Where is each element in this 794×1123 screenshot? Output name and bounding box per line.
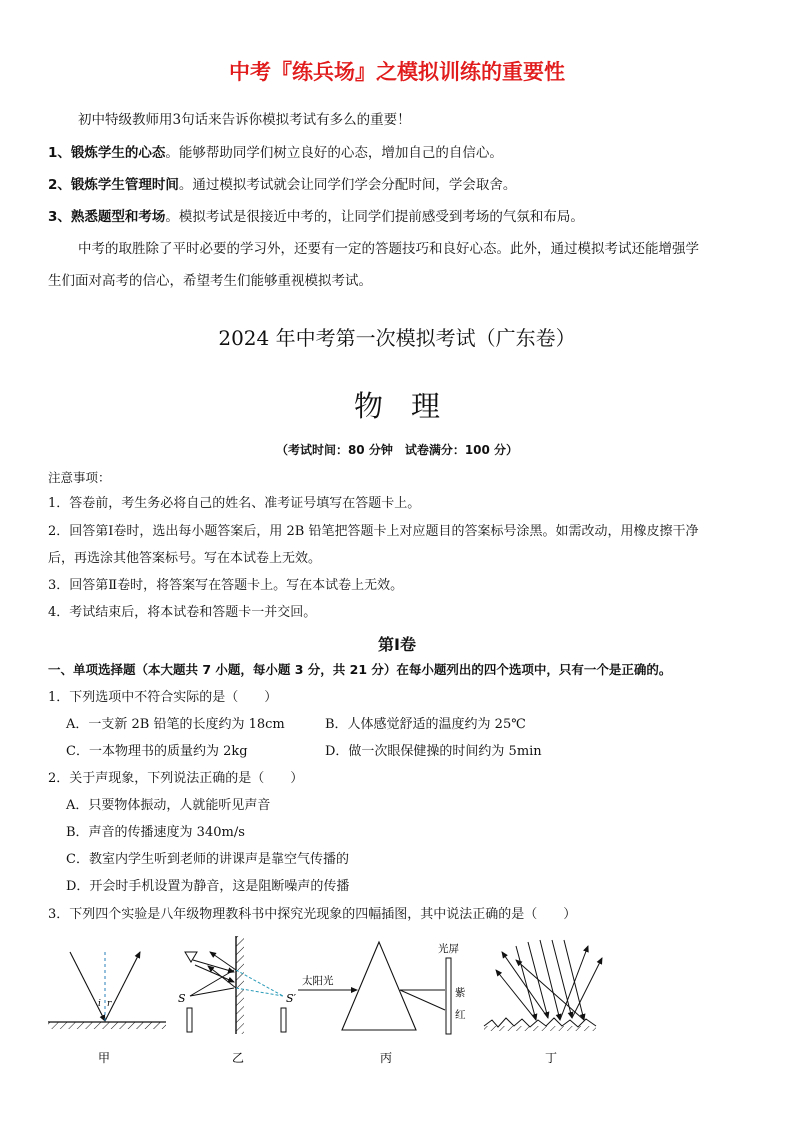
notice-item-4: 4．考试结束后，将本试卷和答题卡一并交回。 (48, 605, 317, 620)
figure-ding-label: 丁 (545, 1051, 558, 1065)
point-2-text: 。通过模拟考试就会让同学们学会分配时间，学会取舍。 (178, 177, 517, 193)
point-1 (48, 143, 503, 163)
q2-option-d: D．开会时手机设置为静音，这是阻断噪声的传播 (66, 879, 350, 894)
figure-bing (298, 942, 466, 1065)
figure-bing-label: 丙 (380, 1051, 393, 1065)
question-1-stem: 1．下列选项中不符合实际的是（ ） (48, 690, 278, 705)
figure-yi-label: 乙 (232, 1051, 245, 1065)
figure-yi (178, 936, 297, 1065)
closing-line-2: 生们面对高考的信心，希望考生们能够重视模拟考试。 (48, 273, 372, 289)
notice-item-2: 2．回答第Ⅰ卷时，选出每小题答案后，用 2B 铅笔把答题卡上对应题目的答案标号涂黑。如需改动，用橡皮擦干净 (48, 524, 699, 539)
angle-i-label: i (98, 999, 101, 1009)
subject-title: 物理 (353, 389, 468, 423)
screen-label: 光屏 (438, 943, 459, 955)
source-label: S (178, 992, 186, 1005)
point-3-heading: 3、熟悉题型和考场 (48, 209, 166, 225)
q1-option-d: D．做一次眼保健操的时间约为 5min (325, 744, 542, 759)
question-2-stem: 2．关于声现象，下列说法正确的是（ ） (48, 771, 304, 786)
q2-option-b: B．声音的传播速度为 340m/s (66, 825, 245, 840)
section-title: 第Ⅰ卷 (378, 635, 416, 654)
point-1-heading: 1、锻炼学生的心态 (48, 145, 166, 161)
figure-ding (484, 940, 602, 1065)
point-3-text: 。模拟考试是很接近中考的，让同学们提前感受到考场的气氛和布局。 (165, 209, 584, 225)
image-label: S′ (286, 992, 297, 1005)
q1-option-b: B．人体感觉舒适的温度约为 25℃ (325, 717, 526, 732)
q1-option-a: A．一支新 2B 铅笔的长度约为 18cm (66, 717, 285, 732)
q2-option-a: A．只要物体振动，人就能听见声音 (66, 798, 271, 813)
question-3-stem: 3．下列四个实验是八年级物理教科书中探究光现象的四幅插图，其中说法正确的是（ ） (48, 907, 577, 922)
sunlight-label: 太阳光 (302, 975, 334, 987)
point-1-text: 。能够帮助同学们树立良好的心态，增加自己的自信心。 (165, 145, 503, 161)
q1-option-c: C．一本物理书的质量约为 2kg (66, 744, 248, 759)
closing-line-1: 中考的取胜除了平时必要的学习外，还要有一定的答题技巧和良好心态。此外，通过模拟考试还能增强学 (78, 241, 699, 257)
part-heading: 一、单项选择题（本大题共 7 小题，每小题 3 分，共 21 分）在每小题列出的四个选项中，只有一个是正确的。 (48, 662, 672, 677)
angle-r-label: r (107, 999, 112, 1009)
figure-jia (48, 950, 166, 1065)
violet-label: 紫 (455, 987, 466, 999)
exam-info: （考试时间：80 分钟 试卷满分：100 分） (275, 443, 519, 457)
notice-item-1: 1．答卷前，考生务必将自己的姓名、准考证号填写在答题卡上。 (48, 496, 421, 511)
point-2-heading: 2、锻炼学生管理时间 (48, 177, 179, 193)
exam-title: 2024 年中考第一次模拟考试（广东卷） (218, 326, 576, 350)
promo-banner-title: 中考『练兵场』之模拟训练的重要性 (229, 60, 565, 84)
notice-item-3: 3．回答第Ⅱ卷时，将答案写在答题卡上。写在本试卷上无效。 (48, 578, 404, 593)
q2-option-c: C．教室内学生听到老师的讲课声是靠空气传播的 (66, 852, 349, 867)
question-3-figures (40, 930, 620, 1070)
notice-heading: 注意事项： (48, 470, 111, 485)
intro-text: 初中特级教师用3句话来告诉你模拟考试有多么的重要！ (78, 112, 411, 128)
red-label: 红 (455, 1009, 466, 1021)
point-3 (48, 207, 584, 227)
figure-jia-label: 甲 (98, 1051, 111, 1065)
notice-item-2-cont: 后，再选涂其他答案标号。写在本试卷上无效。 (48, 551, 322, 566)
point-2 (48, 175, 516, 195)
